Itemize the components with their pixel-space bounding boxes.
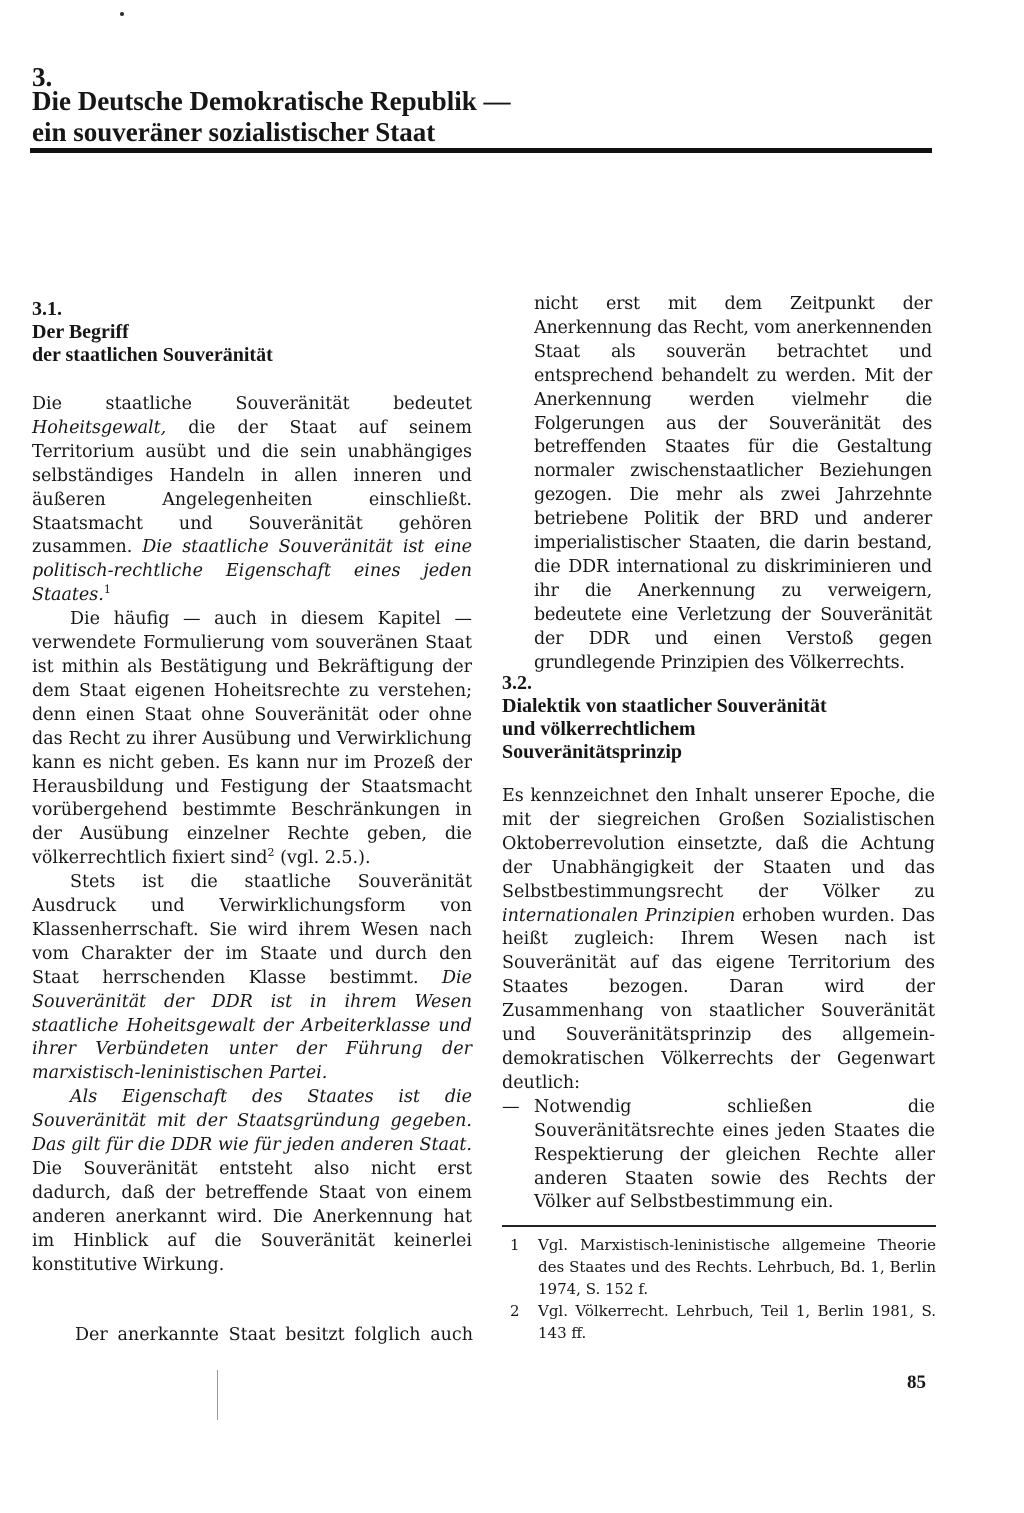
text-run: Stets ist die staatliche Souveränität Ausdruck und Verwirklichungsform von Klassenherrschaft. Sie wird ihrem Wesen nach vom Charakter der im Staate und durch den Staat herrschenden Klasse bestimmt. bbox=[32, 872, 472, 988]
text-run: Die staatliche Souveränität bedeutet bbox=[32, 394, 472, 414]
section-title-line: Dialektik von staatlicher Souveränität bbox=[502, 695, 827, 717]
footnote-text: Vgl. Marxistisch-leninistische allgemeine Theorie des Staates und des Rechts. Lehrbuch, Bd. 1, Berlin 1974, S. 152 f. bbox=[538, 1236, 936, 1298]
emphasis: Hoheitsgewalt, bbox=[32, 417, 167, 438]
emphasis: Die Souveränität der DDR ist in ihrem Wesen staatliche Hoheitsgewalt der Arbeiterklasse und ihrer Verbündeten unter der Führung der marxistisch-leninistischen Partei. bbox=[32, 967, 472, 1084]
footnote-number: 1 bbox=[510, 1236, 520, 1254]
text-run: Die Souveränität entsteht also nicht erst dadurch, daß der betreffende Staat von einem anderen anerkannt wird. Die Anerkennung hat im Hinblick auf die Souveränität keinerlei konstitutive Wirkung. bbox=[32, 1159, 472, 1275]
section-number: 3.1. bbox=[32, 298, 62, 320]
footnote bbox=[502, 1234, 936, 1300]
chapter-divider bbox=[30, 148, 932, 153]
emphasis: internationalen Prinzipien bbox=[502, 905, 736, 926]
paragraph bbox=[32, 393, 472, 608]
chapter-title-line: ein souveräner sozialistischer Staat bbox=[32, 117, 436, 147]
paragraph bbox=[32, 608, 472, 871]
paragraph bbox=[502, 785, 935, 1096]
footnote-ref: 2 bbox=[267, 846, 275, 860]
right-column-text-top bbox=[534, 293, 932, 676]
section-title-line: Der Begriff bbox=[32, 321, 129, 343]
list-item bbox=[502, 1096, 935, 1216]
section-heading-3-2 bbox=[502, 672, 932, 764]
section-title-line: der staatlichen Souveränität bbox=[32, 344, 273, 366]
paragraph: nicht erst mit dem Zeitpunkt der Anerkennung das Recht, vom anerkennenden Staat als souverän betrachtet und entsprechend behandelt zu werden. Mit der Anerkennung werden vielmehr die Folgerungen aus der Souveränität des betreffenden Staates für die Gestaltung normaler zwischenstaatlicher Beziehungen gezogen. Die mehr als zwei Jahrzehnte betriebene Politik der BRD und anderer imperialistischer Staaten, die darin bestand, die DDR international zu diskriminieren und ihr die Anerkennung zu verweigern, bedeutete eine Verletzung der Souveränität der DDR und einen Verstoß gegen grundlegende Prinzipien des Völkerrechts. bbox=[534, 294, 932, 673]
scan-mark bbox=[217, 1370, 218, 1420]
paragraph bbox=[32, 1086, 472, 1277]
scan-speck bbox=[120, 12, 124, 16]
emphasis: Die staatliche Souveränität ist eine politisch-rechtliche Eigenschaft eines jeden Staates. bbox=[32, 537, 472, 606]
chapter-number: 3. bbox=[32, 62, 53, 92]
section-title-line: Souveränitätsprinzip bbox=[502, 741, 683, 763]
section-title-line: und völkerrechtlichem bbox=[502, 718, 696, 740]
text-run: die der Staat auf seinem Territorium ausübt und die sein unabhängiges selbständiges Handeln in allen inneren und äußeren Angelegenheiten einschließt. Staatsmacht und Souveränität gehören zusammen. bbox=[32, 417, 472, 558]
text-run: (vgl. 2.5.). bbox=[274, 848, 371, 869]
footnote-text: Vgl. Völkerrecht. Lehrbuch, Teil 1, Berlin 1981, S. 143 ff. bbox=[538, 1302, 936, 1342]
left-column-text bbox=[32, 393, 472, 1278]
footnote-divider bbox=[502, 1225, 936, 1227]
section-number: 3.2. bbox=[502, 672, 532, 694]
footnote bbox=[502, 1300, 936, 1344]
emphasis: Als Eigenschaft des Staates ist die Souveränität mit der Staatsgründung gegeben. Das gilt für die DDR wie für jeden anderen Staat. bbox=[32, 1087, 472, 1156]
chapter-title bbox=[32, 86, 972, 148]
text-run: Es kennzeichnet den Inhalt unserer Epoche, die mit der siegreichen Großen Sozialistischen Oktoberrevolution einsetzte, daß die Achtung der Unabhängigkeit der Staaten und das Selbstbestimmungsrecht der Völker zu bbox=[502, 786, 935, 902]
footnotes bbox=[502, 1234, 936, 1344]
section-heading-3-1 bbox=[32, 298, 452, 367]
footnote-number: 2 bbox=[510, 1302, 520, 1320]
chapter-title-line: Die Deutsche Demokratische Republik — bbox=[32, 86, 511, 116]
bullet-dash: — bbox=[502, 1096, 520, 1117]
list-item-text: Notwendig schließen die Souveränitätsrechte eines jeden Staates die Respektierung der gleichen Rechte aller anderen Staaten sowie des Rechts der Völker auf Selbstbestimmung ein. bbox=[534, 1096, 935, 1213]
continued-line: Der anerkannte Staat besitzt folglich auch bbox=[75, 1325, 473, 1345]
text-run: erhoben wurden. Das heißt zugleich: Ihrem Wesen nach ist Souveränität auf das eigene Territorium des Staates bezogen. Daran wird der Zusammenhang von staatlicher Souveränität und Souveränitätsprinzip des allgemein-demokratischen Völkerrechts der Gegenwart deutlich: bbox=[502, 905, 936, 1093]
text-run: Die häufig — auch in diesem Kapitel — verwendete Formulierung vom souveränen Staat ist mithin als Bestätigung und Bekräftigung der dem Staat eigenen Hoheitsrechte zu verstehen; denn einen Staat ohne Souveränität oder ohne das Recht zu ihrer Ausübung und Verwirklichung kann es nicht geben. Es kann nur im Prozeß der Herausbildung und Festigung der Staatsmacht vorübergehend bestimmte Beschränkungen in der Ausübung einzelner Rechte geben, die völkerrechtlich fixiert sind bbox=[32, 609, 472, 869]
footnote-ref: 1 bbox=[103, 583, 111, 597]
paragraph bbox=[32, 871, 472, 1086]
right-column-text-bottom bbox=[502, 785, 935, 1215]
page-number: 85 bbox=[907, 1372, 926, 1393]
